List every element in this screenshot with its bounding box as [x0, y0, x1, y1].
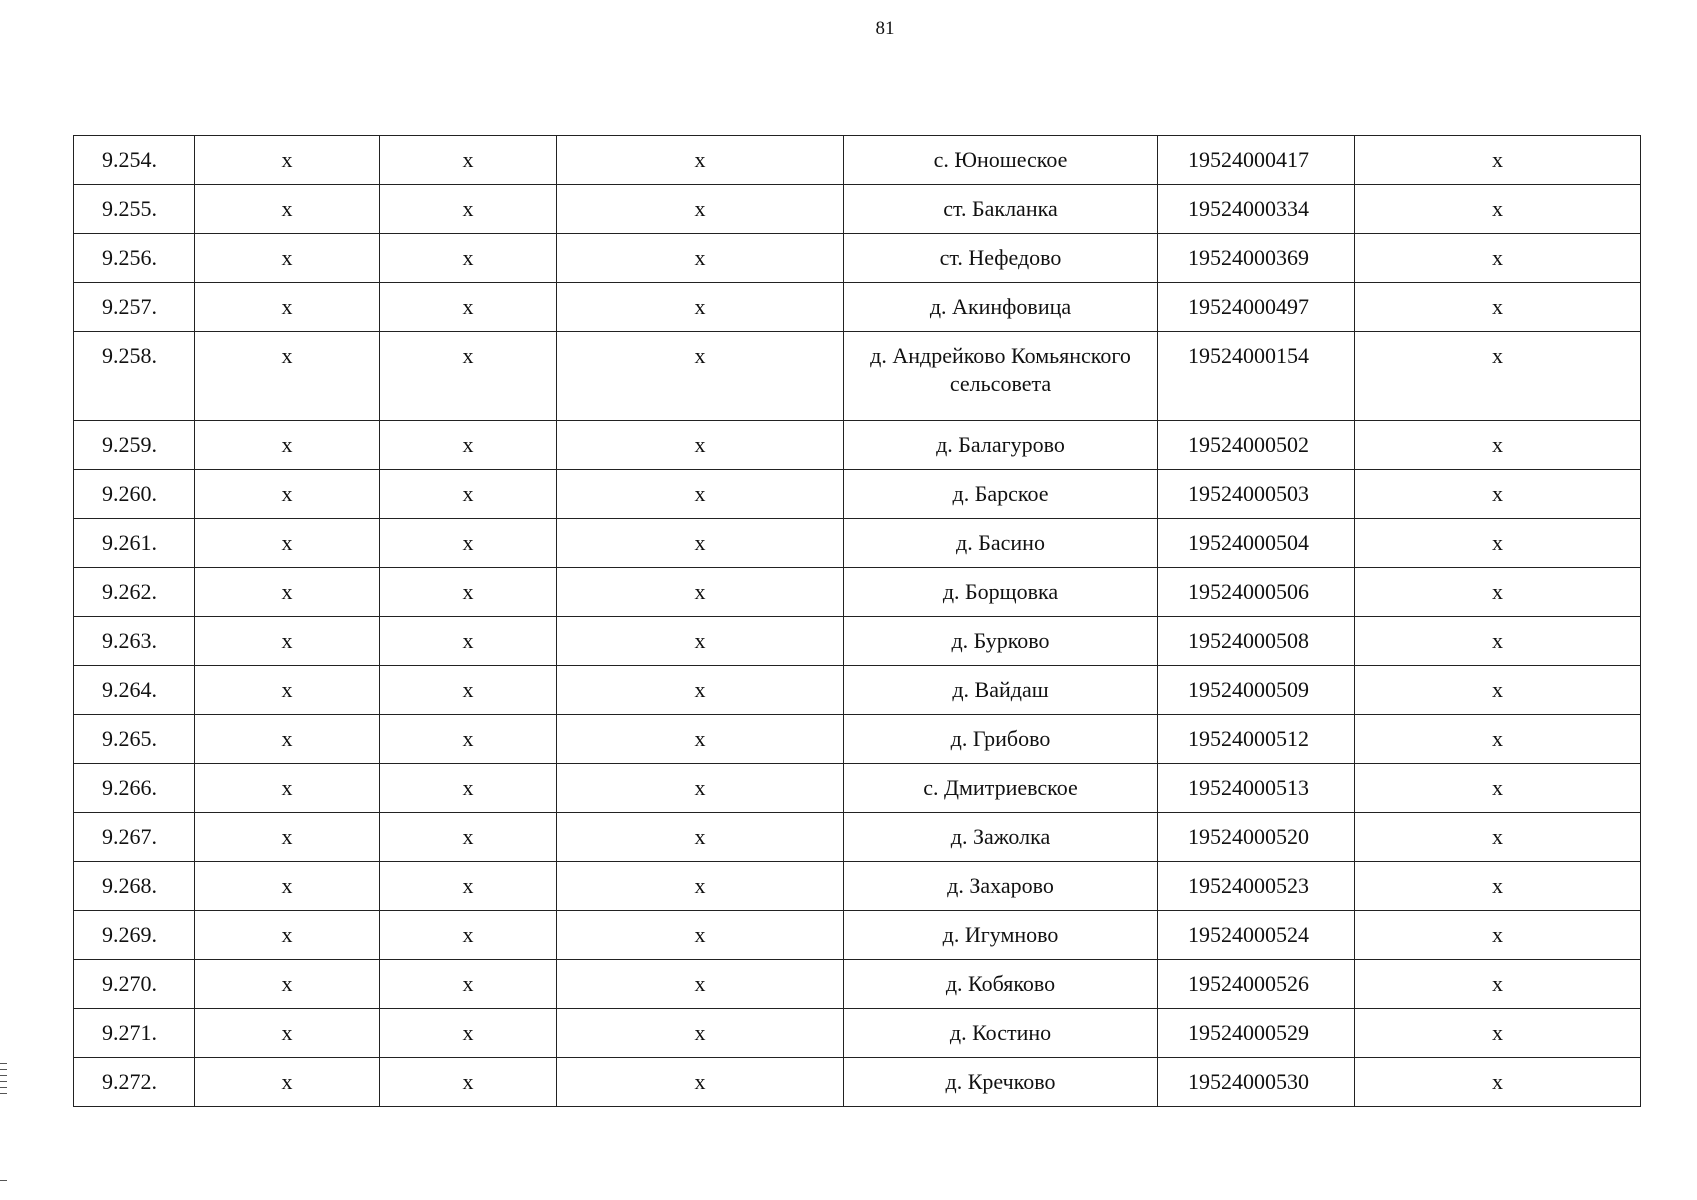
settlement-name: д. Басино	[844, 519, 1158, 568]
table-row	[74, 1058, 1641, 1107]
x-cell: x	[1355, 764, 1641, 813]
x-cell: x	[380, 617, 557, 666]
x-cell: x	[1355, 519, 1641, 568]
oktmo-code: 19524000503	[1158, 470, 1355, 519]
x-cell: x	[380, 568, 557, 617]
oktmo-code: 19524000506	[1158, 568, 1355, 617]
x-cell: x	[380, 421, 557, 470]
x-cell: x	[557, 666, 844, 715]
x-cell: x	[557, 813, 844, 862]
x-cell: x	[1355, 332, 1641, 421]
settlement-name: д. Зажолка	[844, 813, 1158, 862]
table-row	[74, 136, 1641, 185]
x-cell: x	[380, 136, 557, 185]
x-cell: x	[195, 666, 380, 715]
row-number: 9.256.	[74, 234, 195, 283]
settlement-name: д. Вайдаш	[844, 666, 1158, 715]
row-number: 9.268.	[74, 862, 195, 911]
x-cell: x	[380, 332, 557, 421]
x-cell: x	[195, 813, 380, 862]
row-number: 9.261.	[74, 519, 195, 568]
oktmo-code: 19524000526	[1158, 960, 1355, 1009]
x-cell: x	[195, 1058, 380, 1107]
row-number: 9.272.	[74, 1058, 195, 1107]
x-cell: x	[1355, 666, 1641, 715]
settlements-table	[73, 135, 1641, 1107]
x-cell: x	[1355, 1009, 1641, 1058]
x-cell: x	[195, 960, 380, 1009]
settlement-name: д. Захарово	[844, 862, 1158, 911]
x-cell: x	[557, 470, 844, 519]
x-cell: x	[557, 332, 844, 421]
x-cell: x	[195, 715, 380, 764]
row-number: 9.265.	[74, 715, 195, 764]
x-cell: x	[380, 470, 557, 519]
table-row	[74, 960, 1641, 1009]
table-row	[74, 666, 1641, 715]
margin-tick	[0, 1093, 7, 1094]
x-cell: x	[195, 421, 380, 470]
oktmo-code: 19524000417	[1158, 136, 1355, 185]
x-cell: x	[557, 764, 844, 813]
table-row	[74, 332, 1641, 421]
x-cell: x	[380, 185, 557, 234]
settlement-name: д. Костино	[844, 1009, 1158, 1058]
table-row	[74, 568, 1641, 617]
oktmo-code: 19524000530	[1158, 1058, 1355, 1107]
x-cell: x	[195, 185, 380, 234]
oktmo-code: 19524000513	[1158, 764, 1355, 813]
table-row	[74, 911, 1641, 960]
row-number: 9.267.	[74, 813, 195, 862]
settlement-name: с. Дмитриевское	[844, 764, 1158, 813]
x-cell: x	[557, 617, 844, 666]
table-row	[74, 862, 1641, 911]
oktmo-code: 19524000520	[1158, 813, 1355, 862]
oktmo-code: 19524000497	[1158, 283, 1355, 332]
x-cell: x	[380, 960, 557, 1009]
settlement-name: д. Андрейково Комьянского сельсовета	[844, 332, 1158, 421]
margin-tick	[0, 1063, 7, 1064]
table-row	[74, 283, 1641, 332]
x-cell: x	[195, 911, 380, 960]
row-number: 9.271.	[74, 1009, 195, 1058]
x-cell: x	[1355, 911, 1641, 960]
x-cell: x	[380, 283, 557, 332]
table-row	[74, 234, 1641, 283]
x-cell: x	[1355, 813, 1641, 862]
x-cell: x	[380, 666, 557, 715]
oktmo-code: 19524000529	[1158, 1009, 1355, 1058]
row-number: 9.264.	[74, 666, 195, 715]
x-cell: x	[1355, 470, 1641, 519]
settlement-name: д. Бурково	[844, 617, 1158, 666]
x-cell: x	[1355, 234, 1641, 283]
page-number: 81	[875, 18, 895, 39]
table-row	[74, 1009, 1641, 1058]
x-cell: x	[380, 1009, 557, 1058]
x-cell: x	[557, 136, 844, 185]
x-cell: x	[380, 234, 557, 283]
x-cell: x	[195, 1009, 380, 1058]
x-cell: x	[557, 1009, 844, 1058]
x-cell: x	[557, 960, 844, 1009]
row-number: 9.262.	[74, 568, 195, 617]
settlement-name: д. Борщовка	[844, 568, 1158, 617]
row-number: 9.254.	[74, 136, 195, 185]
oktmo-code: 19524000509	[1158, 666, 1355, 715]
x-cell: x	[557, 862, 844, 911]
margin-tick	[0, 1180, 7, 1181]
x-cell: x	[195, 283, 380, 332]
settlement-name: д. Кобяково	[844, 960, 1158, 1009]
row-number: 9.260.	[74, 470, 195, 519]
x-cell: x	[195, 519, 380, 568]
x-cell: x	[380, 764, 557, 813]
settlement-name: д. Барское	[844, 470, 1158, 519]
x-cell: x	[1355, 421, 1641, 470]
x-cell: x	[557, 1058, 844, 1107]
table-row	[74, 617, 1641, 666]
x-cell: x	[380, 1058, 557, 1107]
settlement-name: д. Акинфовица	[844, 283, 1158, 332]
oktmo-code: 19524000524	[1158, 911, 1355, 960]
settlement-name: д. Игумново	[844, 911, 1158, 960]
x-cell: x	[1355, 283, 1641, 332]
x-cell: x	[1355, 136, 1641, 185]
x-cell: x	[195, 470, 380, 519]
row-number: 9.255.	[74, 185, 195, 234]
oktmo-code: 19524000523	[1158, 862, 1355, 911]
table-row	[74, 813, 1641, 862]
row-number: 9.269.	[74, 911, 195, 960]
x-cell: x	[195, 862, 380, 911]
row-number: 9.258.	[74, 332, 195, 421]
table-row	[74, 519, 1641, 568]
oktmo-code: 19524000369	[1158, 234, 1355, 283]
x-cell: x	[380, 519, 557, 568]
x-cell: x	[1355, 1058, 1641, 1107]
x-cell: x	[1355, 568, 1641, 617]
row-number: 9.263.	[74, 617, 195, 666]
margin-tick	[0, 1081, 7, 1082]
row-number: 9.259.	[74, 421, 195, 470]
x-cell: x	[380, 862, 557, 911]
oktmo-code: 19524000154	[1158, 332, 1355, 421]
settlement-name: ст. Бакланка	[844, 185, 1158, 234]
x-cell: x	[557, 421, 844, 470]
x-cell: x	[195, 332, 380, 421]
margin-tick	[0, 1069, 7, 1070]
settlement-name: д. Грибово	[844, 715, 1158, 764]
table-row	[74, 470, 1641, 519]
x-cell: x	[557, 715, 844, 764]
x-cell: x	[1355, 862, 1641, 911]
x-cell: x	[195, 234, 380, 283]
x-cell: x	[557, 283, 844, 332]
x-cell: x	[380, 715, 557, 764]
row-number: 9.270.	[74, 960, 195, 1009]
x-cell: x	[1355, 960, 1641, 1009]
margin-tick	[0, 1087, 7, 1088]
x-cell: x	[1355, 715, 1641, 764]
oktmo-code: 19524000502	[1158, 421, 1355, 470]
oktmo-code: 19524000508	[1158, 617, 1355, 666]
table-row	[74, 185, 1641, 234]
x-cell: x	[557, 911, 844, 960]
x-cell: x	[557, 185, 844, 234]
x-cell: x	[557, 568, 844, 617]
table-row	[74, 715, 1641, 764]
x-cell: x	[1355, 617, 1641, 666]
table-row	[74, 421, 1641, 470]
row-number: 9.257.	[74, 283, 195, 332]
oktmo-code: 19524000512	[1158, 715, 1355, 764]
settlement-name: д. Кречково	[844, 1058, 1158, 1107]
margin-tick	[0, 1075, 7, 1076]
settlement-name: д. Балагурово	[844, 421, 1158, 470]
x-cell: x	[195, 136, 380, 185]
x-cell: x	[557, 234, 844, 283]
x-cell: x	[1355, 185, 1641, 234]
oktmo-code: 19524000334	[1158, 185, 1355, 234]
table-row	[74, 764, 1641, 813]
x-cell: x	[380, 813, 557, 862]
settlement-name: с. Юношеское	[844, 136, 1158, 185]
x-cell: x	[195, 617, 380, 666]
oktmo-code: 19524000504	[1158, 519, 1355, 568]
x-cell: x	[380, 911, 557, 960]
x-cell: x	[195, 764, 380, 813]
row-number: 9.266.	[74, 764, 195, 813]
settlement-name: ст. Нефедово	[844, 234, 1158, 283]
x-cell: x	[195, 568, 380, 617]
x-cell: x	[557, 519, 844, 568]
